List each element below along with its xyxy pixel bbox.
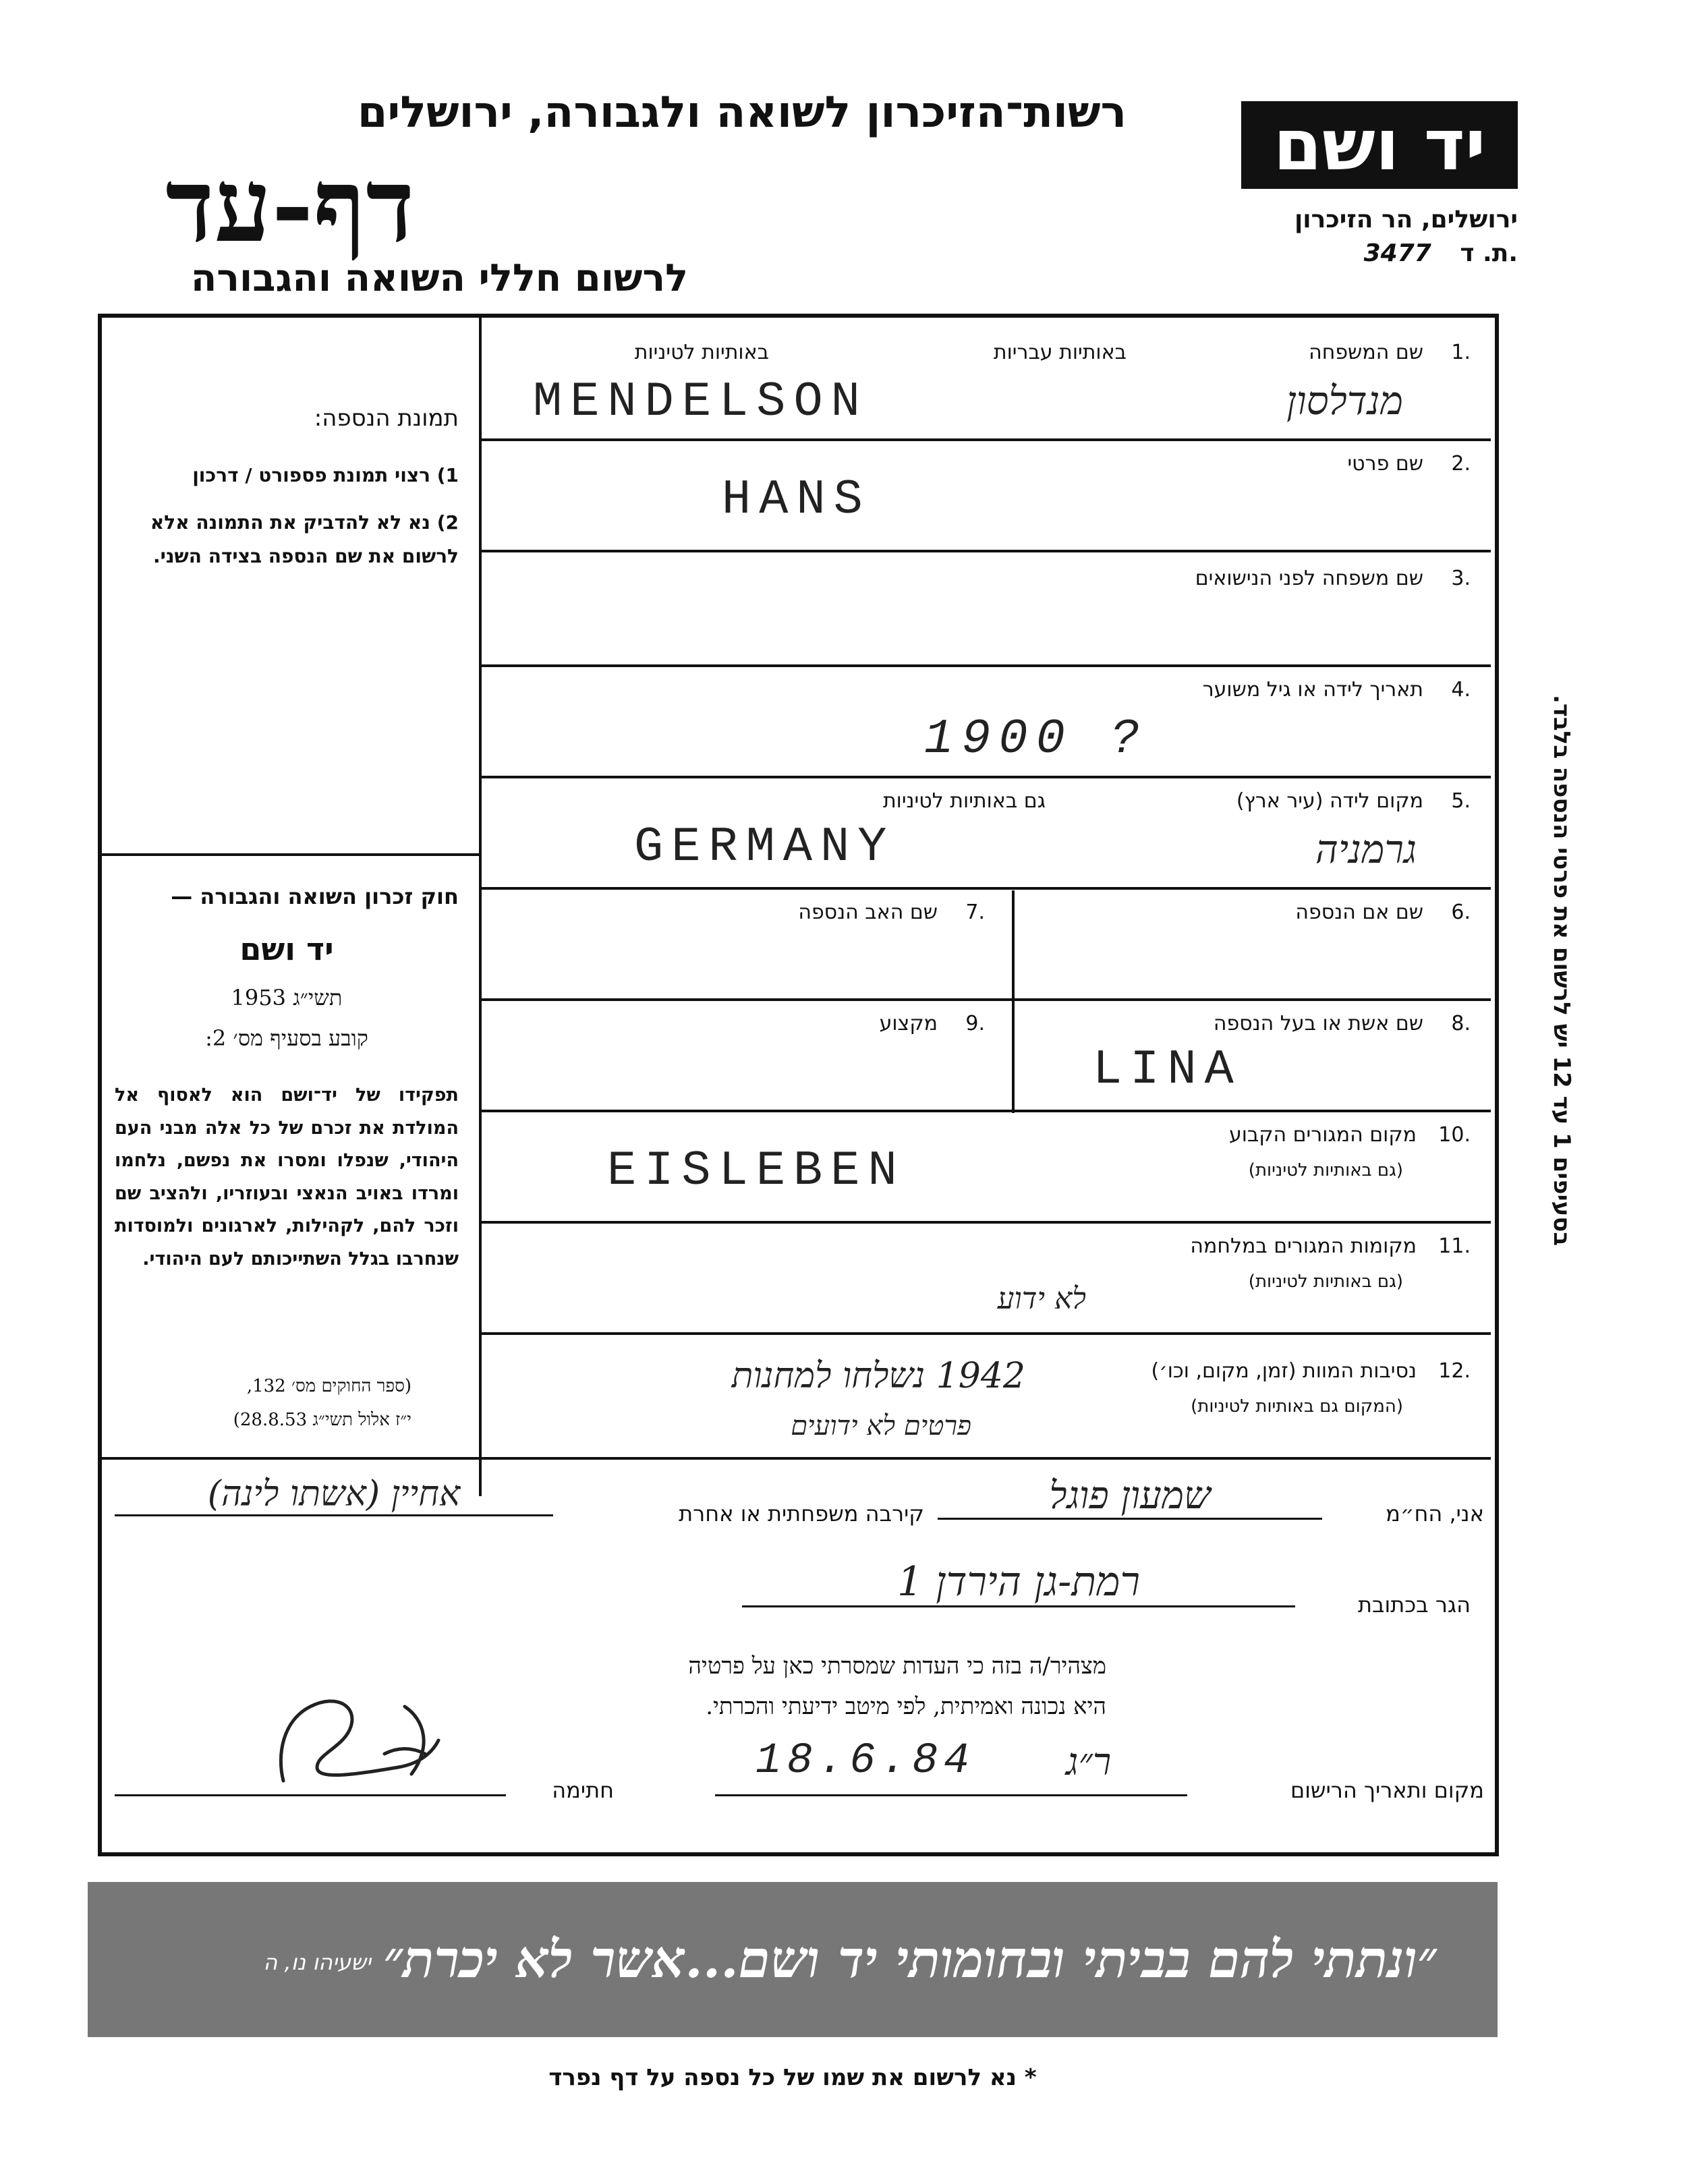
- form-title: דף-עד: [165, 146, 415, 265]
- field-12-number: 12.: [1438, 1359, 1471, 1383]
- declarant-name[interactable]: שמעון פוגל: [938, 1474, 1322, 1520]
- banner-quote: ״ונתתי להם בביתי ובחומותי יד ושם...אשר לא יכרת״: [383, 1929, 1437, 1989]
- field-2-number: 2.: [1451, 452, 1471, 476]
- field-3-label: שם משפחה לפני הנישואים: [1195, 567, 1423, 590]
- field-12-note: (המקום גם באותיות לטיניות): [1191, 1396, 1403, 1417]
- declarant-label: אני, הח״מ: [1386, 1501, 1484, 1526]
- field-2-value[interactable]: HANS: [722, 472, 871, 527]
- field-10-label: מקום המגורים הקבוע: [1228, 1123, 1417, 1147]
- side-note: בסעיפים 1 עד 12 יש לרשום את פרטי הנספה בלבד.: [1548, 695, 1575, 1247]
- signature-label: חתימה: [552, 1777, 614, 1803]
- law-text: תפקידו של יד־ושם הוא לאסוף אל המולדת את זכרם של כל אלה מבני העם היהודי, שנפלו ומסרו את נפשם, נלחמו ומרדו באויב הנאצי ובעוזריו, ולהציב שם וזכר להם, לקהילות, לארגונים ולמוסדות שנחרבו בגלל השתייכותם לעם היהודי.: [115, 1085, 459, 1269]
- po-box-number: 3477: [1363, 239, 1431, 267]
- row-divider: [479, 1332, 1491, 1335]
- photo-heading: תמונת הנספה:: [314, 405, 459, 432]
- photo-note-2: 2) נא לא להדביק את התמונה אלא לרשום את שם הנספה בצידה השני.: [150, 511, 459, 568]
- field-2-label: שם פרטי: [1347, 452, 1423, 476]
- field-1-value-hebrew[interactable]: מנדלסון: [1286, 378, 1403, 424]
- law-clause: קובע בסעיף מס׳ 2:: [205, 1025, 368, 1051]
- place-date-line[interactable]: [715, 1737, 1187, 1796]
- field-1-col-hebrew: באותיות עבריות: [993, 341, 1127, 364]
- date-value: 18.6.84: [756, 1737, 975, 1786]
- row-divider: [479, 776, 1491, 778]
- field-8-value[interactable]: LINA: [1093, 1042, 1242, 1097]
- signature-line[interactable]: [115, 1740, 506, 1796]
- field-11-number: 11.: [1438, 1234, 1471, 1258]
- field-7-number: 7.: [965, 901, 985, 924]
- field-1-col-latin: באותיות לטיניות: [634, 341, 769, 364]
- po-box-label: ת. ד.: [1460, 239, 1518, 267]
- field-10-number: 10.: [1438, 1123, 1471, 1147]
- row-divider: [479, 1110, 1491, 1112]
- field-8-label: שם אשת או בעל הנספה: [1213, 1012, 1423, 1035]
- row-divider: [479, 1221, 1491, 1224]
- sidebar-divider: [479, 316, 482, 1496]
- photo-note-1: 1) רצוי תמונת פספורט / דרכון: [192, 464, 459, 486]
- field-11-note: (גם באותיות לטיניות): [1248, 1272, 1403, 1292]
- field-9-number: 9.: [965, 1012, 985, 1035]
- field-5-number: 5.: [1451, 789, 1471, 813]
- signature-mark: [115, 1680, 506, 1788]
- field-4-value[interactable]: 1900 ?: [924, 712, 1148, 767]
- field-10-value[interactable]: EISLEBEN: [607, 1143, 905, 1199]
- column-divider: [1012, 890, 1015, 1113]
- authority-name: רשות־הזיכרון לשואה ולגבורה, ירושלים: [357, 88, 1127, 138]
- field-4-number: 4.: [1451, 678, 1471, 702]
- field-12-label: נסיבות המוות (זמן, מקום, וכו׳): [1151, 1359, 1417, 1383]
- logo-text: יד ושם: [1273, 104, 1486, 186]
- law-name: יד ושם: [239, 931, 334, 967]
- row-divider: [479, 887, 1491, 890]
- po-box: [1268, 239, 1518, 267]
- field-5-value-hebrew[interactable]: גרמניה: [1315, 826, 1417, 872]
- field-1-value-latin[interactable]: MENDELSON: [533, 374, 868, 430]
- law-source-2: י״ז אלול תשי״ג 28.8.53): [233, 1410, 411, 1430]
- field-6-label: שם אם הנספה: [1295, 901, 1423, 924]
- banner-source: ישעיהו נו, ה: [263, 1949, 371, 1975]
- form-subtitle: לרשום חללי השואה והגבורה: [190, 256, 688, 300]
- footer-note: * נא לרשום את שמו של כל נספה על דף נפרד: [548, 2064, 1037, 2091]
- field-5-col-latin: גם באותיות לטיניות: [882, 789, 1046, 813]
- field-10-note: (גם באותיות לטיניות): [1248, 1160, 1403, 1180]
- statement-line-2: היא נכונה ואמיתית, לפי מיטב ידיעתי והכרתי.: [706, 1693, 1106, 1720]
- field-4-label: תאריך לידה או גיל משוער: [1202, 678, 1423, 702]
- field-7-label: שם האב הנספה: [798, 901, 938, 924]
- law-heading: חוק זכרון השואה והגבורה —: [171, 884, 459, 909]
- row-divider: [479, 550, 1491, 552]
- statement-line-1: מצהיר/ה בזה כי העדות שמסרתי כאן על פרטיה: [688, 1653, 1106, 1680]
- place-value: ר״ג: [1066, 1740, 1112, 1784]
- field-1-label: שם המשפחה: [1309, 341, 1423, 364]
- relation-value[interactable]: אחיין (אשתו לינה): [115, 1474, 553, 1516]
- row-divider: [479, 664, 1491, 667]
- address-line: ירושלים, הר הזיכרון: [1294, 206, 1518, 233]
- address-value[interactable]: רמת-גן הירדן 1: [742, 1558, 1295, 1607]
- field-6-number: 6.: [1451, 901, 1471, 924]
- field-11-value[interactable]: לא ידוע: [997, 1282, 1086, 1316]
- row-divider: [101, 1457, 1491, 1460]
- field-12-value-line1[interactable]: 1942 נשלחו למחנות: [731, 1356, 1025, 1396]
- field-11-label: מקומות המגורים במלחמה: [1190, 1234, 1417, 1258]
- relation-label: קירבה משפחתית או אחרת: [679, 1501, 924, 1526]
- law-year: תשי״ג 1953: [231, 985, 343, 1010]
- row-divider: [479, 438, 1491, 441]
- yad-vashem-logo: [1241, 101, 1518, 189]
- place-date-label: מקום ותאריך הרישום: [1290, 1777, 1484, 1803]
- address-label: הגר בכתובת: [1357, 1592, 1471, 1618]
- quote-banner: [88, 1882, 1498, 2037]
- sidebar-divider-h: [101, 853, 479, 856]
- field-12-value-line2[interactable]: פרטים לא ידועים: [791, 1410, 971, 1441]
- field-9-label: מקצוע: [879, 1012, 938, 1035]
- field-5-label: מקום לידה (עיר ארץ): [1236, 789, 1423, 813]
- row-divider: [479, 998, 1491, 1001]
- field-1-number: 1.: [1451, 341, 1471, 364]
- law-source-1: (ספר החוקים מס׳ 132,: [246, 1376, 411, 1396]
- field-3-number: 3.: [1451, 567, 1471, 590]
- field-5-value-latin[interactable]: GERMANY: [634, 820, 895, 875]
- field-8-number: 8.: [1451, 1012, 1471, 1035]
